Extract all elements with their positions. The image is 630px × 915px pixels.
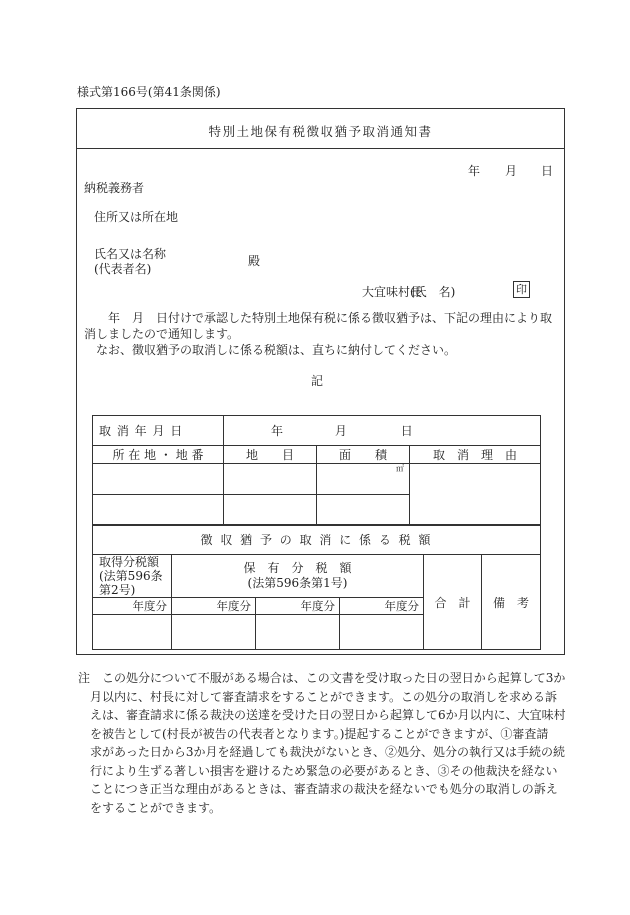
- tax-header-row: [93, 555, 541, 598]
- taxpayer-heading: 納税義務者: [84, 181, 145, 195]
- note-line: 月以内に、村長に対して審査請求をすることができます。この処分の取消しを求める訴: [78, 689, 558, 704]
- form-number: 様式第166号(第41条関係): [77, 85, 221, 99]
- note-line: を被告として(村長が被告の代表者となります。)提起することができますが、①審査請: [78, 726, 549, 741]
- reason-cell: [410, 464, 541, 526]
- fiscal-year-label: 年度分: [172, 598, 256, 615]
- holding-tax-header: [172, 555, 424, 598]
- body-line-1: 年 月 日付けで承認した特別土地保有税に係る徴収猶予は、下記の理由により取: [84, 311, 553, 325]
- location-cell: [93, 464, 224, 495]
- tax-value-cell: [172, 615, 256, 650]
- date-day: 日: [541, 164, 554, 178]
- note-line: をすることができます。: [78, 800, 222, 815]
- fiscal-year-label: 年度分: [93, 598, 172, 615]
- fiscal-year-label: 年度分: [256, 598, 340, 615]
- holding-tax-line-1: 保 有 分 税 額: [243, 561, 352, 575]
- cancel-date-label: 取 消 年 月 日: [93, 416, 224, 446]
- issuer-name-label: (氏 名): [410, 285, 456, 299]
- address-label: 住所又は所在地: [94, 210, 179, 224]
- note-line: 求があった日から3か月を経過しても裁決がないとき、②処分、処分の執行又は手続の続: [78, 745, 566, 759]
- title-divider: [77, 148, 564, 149]
- reason-header: 取 消 理 由: [410, 446, 541, 464]
- seal-mark: 印: [513, 281, 530, 298]
- location-cell: [93, 495, 224, 526]
- area-header: 面 積: [317, 446, 410, 464]
- area-cell: [317, 464, 410, 495]
- acquisition-tax-line-1: 取得分税額: [99, 555, 160, 569]
- cancel-date-value: [224, 416, 541, 446]
- land-category-cell: [224, 495, 317, 526]
- cancel-date-row: [93, 416, 541, 446]
- holding-tax-line-2: (法第596条第1号): [247, 576, 348, 590]
- appeal-note: [78, 669, 564, 817]
- area-unit: ㎡: [396, 464, 405, 473]
- remarks-header: 備 考: [482, 555, 541, 650]
- record-mark: 記: [311, 374, 324, 388]
- issuer-title: 大宜味村長: [362, 285, 423, 299]
- document-title: 特別土地保有税徴収猶予取消通知書: [208, 124, 433, 139]
- land-row: [93, 464, 541, 495]
- tax-amount-title: 徴 収 猶 予 の 取 消 に 係 る 税 額: [93, 525, 541, 555]
- tax-value-cell: [340, 615, 424, 650]
- land-table: [92, 415, 541, 526]
- body-line-3: なお、徴収猶予の取消しに係る税額は、直ちに納付してください。: [84, 343, 457, 357]
- body-line-2: 消しましたので通知します。: [84, 327, 240, 341]
- date-year: 年: [468, 164, 481, 178]
- tax-amount-title-row: [93, 525, 541, 555]
- location-header: 所 在 地 ・ 地 番: [93, 446, 224, 464]
- note-line: ことにつき正当な理由があるときは、審査請求の裁決を経ないでも処分の取消しの訴え: [78, 782, 558, 796]
- cancel-month: 月: [334, 424, 347, 438]
- tax-value-cell: [93, 615, 172, 650]
- land-category-header: 地 目: [224, 446, 317, 464]
- date-month: 月: [505, 164, 518, 178]
- acquisition-tax-line-3: 第2号): [99, 583, 136, 597]
- land-header-row: [93, 446, 541, 464]
- note-line: 注 この処分について不服がある場合は、この文書を受け取った日の翌日から起算して3か: [78, 671, 566, 685]
- tax-value-cell: [256, 615, 340, 650]
- total-header: 合 計: [424, 555, 482, 650]
- acquisition-tax-header: [93, 555, 172, 598]
- fiscal-year-label: 年度分: [340, 598, 424, 615]
- land-category-cell: [224, 464, 317, 495]
- cancel-year: 年: [271, 424, 284, 438]
- honorific: 殿: [248, 254, 261, 268]
- note-line: えは、審査請求に係る裁決の送達を受けた日の翌日から起算して6か月以内に、大宜味村: [78, 708, 566, 722]
- acquisition-tax-line-2: (法第596条: [99, 569, 163, 583]
- note-line: 行により生ずる著しい損害を避けるため緊急の必要があるとき、③その他裁決を経ない: [78, 763, 558, 778]
- representative-label: (代表者名): [94, 262, 152, 276]
- cancel-day: 日: [400, 424, 413, 438]
- name-label: 氏名又は名称: [94, 247, 167, 261]
- area-cell: [317, 495, 410, 526]
- tax-amount-table: [92, 524, 541, 650]
